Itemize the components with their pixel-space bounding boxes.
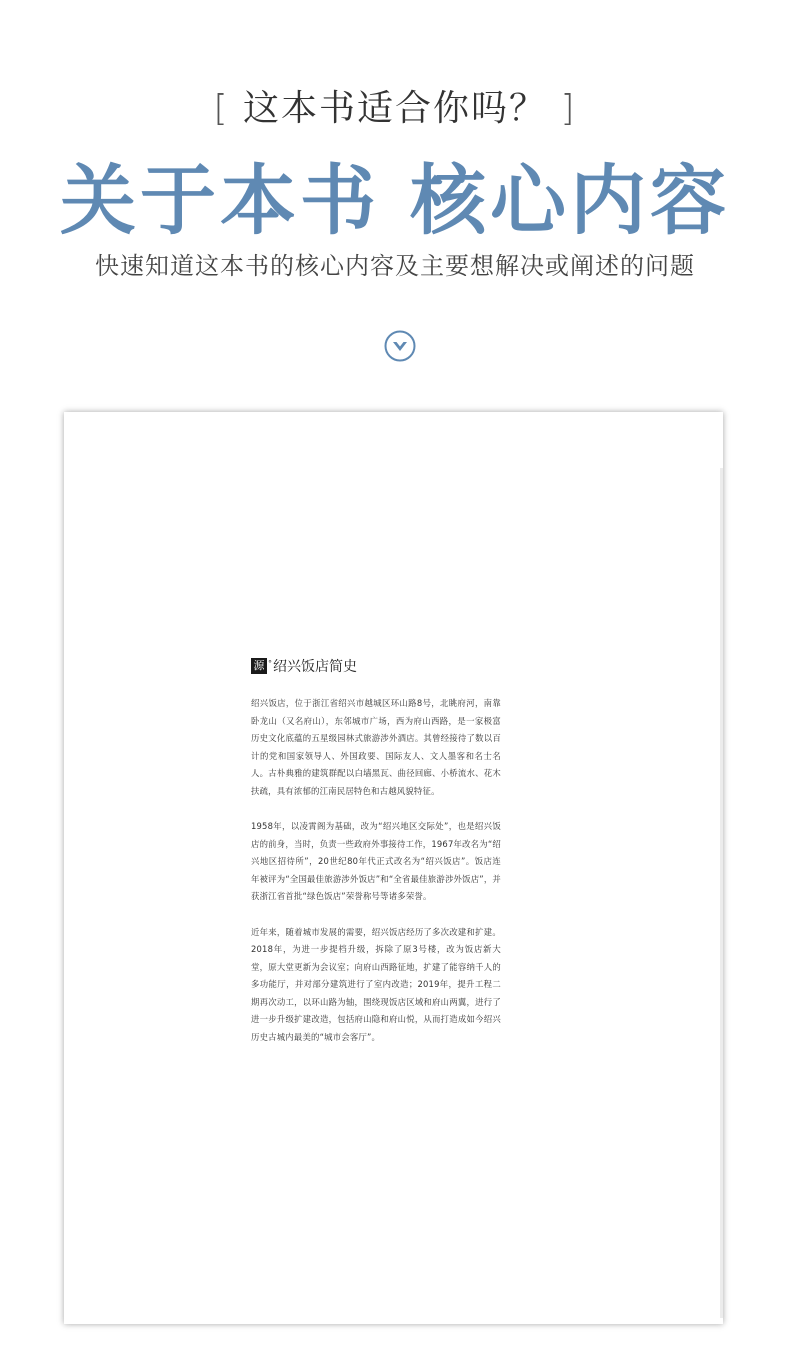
source-badge: 源	[251, 658, 267, 674]
main-title-part2: 核心内容	[410, 156, 730, 245]
history-section	[251, 655, 501, 1064]
header-section	[0, 0, 790, 400]
section-heading	[251, 655, 501, 677]
paragraph: 近年来，随着城市发展的需要，绍兴饭店经历了多次改建和扩建。2018年，为进一步提档升级，拆除了原3号楼，改为饭店新大堂，原大堂更新为会议室；向府山西路征地，扩建了能容纳千人的多功能厅，并对部分建筑进行了室内改造；2019年，提升工程二期再次动工，以环山路为轴，围绕现饭店区域和府山两翼，进行了进一步升级扩建改造，包括府山隐和府山悦，从而打造成如今绍兴历史古城内最美的“城市会客厅”。	[251, 926, 501, 1042]
page-edge	[720, 468, 723, 1318]
chevron-down-icon	[384, 330, 416, 362]
degree-mark: °	[268, 658, 272, 668]
bracket-right: ]	[560, 88, 577, 129]
subtitle: 快速知道这本书的核心内容及主要想解决或阐述的问题	[95, 252, 695, 280]
section-title: 绍兴饭店简史	[273, 659, 357, 675]
main-title	[0, 140, 790, 249]
paragraph: 1958年，以凌霄阁为基础，改为“绍兴地区交际处”，也是绍兴饭店的前身，当时，负责一些政府外事接待工作，1967年改名为“绍兴地区招待所”，20世纪80年代正式改名为“绍兴饭店”。饭店连年被评为“全国最佳旅游涉外饭店”和“全省最佳旅游涉外饭店”，并获浙江省首批“绿色饭店”荣誉称号等诸多荣誉。	[251, 821, 501, 901]
main-title-part1: 关于本书	[60, 156, 380, 245]
paragraph: 绍兴饭店，位于浙江省绍兴市越城区环山路8号，北眺府河，南靠卧龙山（又名府山），东邻城市广场，西为府山西路，是一家极富历史文化底蕴的五星级园林式旅游涉外酒店。其曾经接待了数以百计的党和国家领导人、外国政要、国际友人、文人墨客和名士名人。古朴典雅的建筑群配以白墙黑瓦、曲径回廊、小桥流水、花木扶疏，具有浓郁的江南民居特色和古越风貌特征。	[251, 698, 501, 796]
bracket-left: [	[213, 88, 230, 129]
question-heading	[0, 80, 790, 131]
question-text: 这本书适合你吗？	[242, 88, 547, 129]
book-page-preview	[64, 412, 723, 1324]
